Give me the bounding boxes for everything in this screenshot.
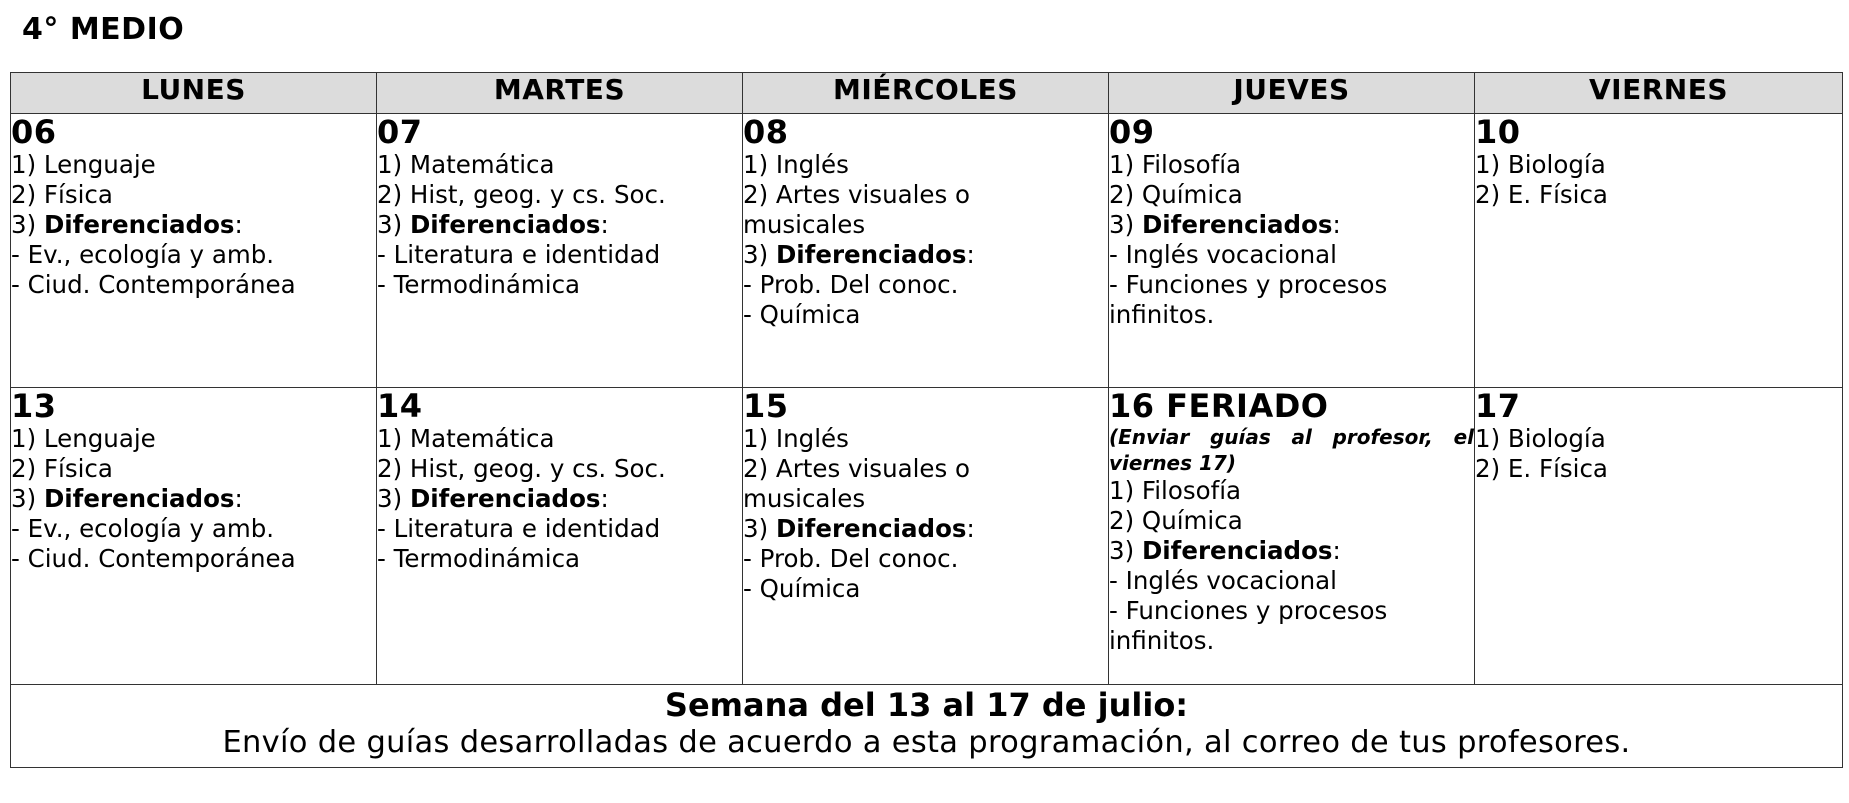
subject-text: 1) Matemática (377, 150, 555, 179)
day-header-viernes: VIERNES (1475, 73, 1843, 114)
subject-line (377, 514, 742, 544)
subject-line (1109, 180, 1474, 210)
subject-text: 2) Física (11, 454, 113, 483)
footer-text: Envío de guías desarrolladas de acuerdo a esta programación, al correo de tus profesores. (222, 725, 1631, 760)
day-header-lunes: LUNES (11, 73, 377, 114)
subject-suffix: : (1332, 536, 1341, 565)
subject-suffix: : (234, 210, 243, 239)
subject-line (11, 210, 376, 240)
subject-line (377, 454, 742, 484)
subject-line (743, 210, 1108, 240)
subject-suffix: : (600, 484, 609, 513)
subject-line (1109, 270, 1474, 300)
subject-line (1109, 536, 1474, 566)
day-date: 06 (11, 113, 57, 151)
day-date: 09 (1109, 113, 1155, 151)
subject-text: - Química (743, 574, 861, 603)
day-cell (11, 388, 377, 685)
subject-line (377, 210, 742, 240)
subject-line (743, 574, 1108, 604)
subject-text: 2) Hist, geog. y cs. Soc. (377, 454, 666, 483)
day-date: 10 (1475, 113, 1521, 151)
subject-text: 1) Lenguaje (11, 424, 156, 453)
day-cell (377, 388, 743, 685)
subject-text: - Termodinámica (377, 544, 581, 573)
subject-line (1109, 210, 1474, 240)
subject-line (743, 544, 1108, 574)
subject-text: 2) E. Física (1475, 454, 1608, 483)
week-row (11, 114, 1843, 388)
subject-suffix: : (966, 240, 975, 269)
subject-text: - Funciones y procesos (1109, 596, 1388, 625)
day-cell (743, 114, 1109, 388)
day-date: 14 (377, 387, 423, 425)
subject-line (11, 270, 376, 300)
subject-line (1109, 596, 1474, 626)
subject-text: - Prob. Del conoc. (743, 270, 959, 299)
day-cell (1109, 388, 1475, 685)
subject-line (377, 424, 742, 454)
day-date: 16 FERIADO (1109, 387, 1329, 425)
day-date: 13 (11, 387, 57, 425)
subject-bold-text: Diferenciados (775, 514, 967, 543)
day-cell (11, 114, 377, 388)
schedule-table (10, 72, 1843, 768)
subject-text: musicales (743, 484, 866, 513)
subject-line (1109, 150, 1474, 180)
subject-line (743, 454, 1108, 484)
subject-text: 3) (11, 210, 44, 239)
subject-line (743, 270, 1108, 300)
subject-line (1475, 424, 1842, 454)
subject-line (1109, 240, 1474, 270)
subject-text: 1) Matemática (377, 424, 555, 453)
subject-line (11, 240, 376, 270)
subject-text: - Literatura e identidad (377, 240, 661, 269)
subject-text: infinitos. (1109, 626, 1215, 655)
subject-text: 2) Física (11, 180, 113, 209)
subject-text: 2) Artes visuales o (743, 180, 971, 209)
subject-line (11, 424, 376, 454)
subject-text: 3) (377, 210, 410, 239)
subject-line (11, 514, 376, 544)
subject-suffix: : (1332, 210, 1341, 239)
footer-row (11, 685, 1843, 768)
subject-bold-text: Diferenciados (409, 484, 601, 513)
subject-text: 3) (743, 514, 776, 543)
subject-text: infinitos. (1109, 300, 1215, 329)
subject-line (743, 424, 1108, 454)
day-cell (1475, 388, 1843, 685)
day-date: 15 (743, 387, 789, 425)
subject-text: - Ev., ecología y amb. (11, 240, 275, 269)
subject-text: 1) Filosofía (1109, 476, 1242, 505)
subject-line (743, 514, 1108, 544)
subject-text: 2) Artes visuales o (743, 454, 971, 483)
subject-line (1475, 454, 1842, 484)
subject-line (743, 484, 1108, 514)
subject-text: 2) E. Física (1475, 180, 1608, 209)
day-cell (377, 114, 743, 388)
subject-bold-text: Diferenciados (1141, 210, 1333, 239)
subject-text: 1) Inglés (743, 150, 849, 179)
subject-line (743, 300, 1108, 330)
subject-text: - Ciud. Contemporánea (11, 270, 296, 299)
day-header-jueves: JUEVES (1109, 73, 1475, 114)
subject-line (1475, 150, 1842, 180)
subject-line (377, 484, 742, 514)
subject-text: - Funciones y procesos (1109, 270, 1388, 299)
subject-line (1109, 626, 1474, 656)
subject-text: 2) Hist, geog. y cs. Soc. (377, 180, 666, 209)
subject-text: - Química (743, 300, 861, 329)
subject-text: - Prob. Del conoc. (743, 544, 959, 573)
day-cell (743, 388, 1109, 685)
subject-line (377, 150, 742, 180)
day-date: 08 (743, 113, 789, 151)
subject-line (1109, 506, 1474, 536)
subject-text: - Ev., ecología y amb. (11, 514, 275, 543)
subject-bold-text: Diferenciados (775, 240, 967, 269)
subject-line (11, 484, 376, 514)
subject-text: 3) (743, 240, 776, 269)
footer-title: Semana del 13 al 17 de julio: (664, 686, 1189, 724)
subject-suffix: : (234, 484, 243, 513)
subject-line (377, 270, 742, 300)
subject-line (1109, 300, 1474, 330)
day-cell (1109, 114, 1475, 388)
subject-bold-text: Diferenciados (409, 210, 601, 239)
subject-text: 3) (11, 484, 44, 513)
subject-text: 1) Lenguaje (11, 150, 156, 179)
subject-text: 2) Química (1109, 180, 1243, 209)
subject-suffix: : (600, 210, 609, 239)
subject-text: 3) (377, 484, 410, 513)
subject-text: - Ciud. Contemporánea (11, 544, 296, 573)
holiday-note: (Enviar guías al profesor, el viernes 17) (1109, 425, 1474, 475)
subject-line (377, 544, 742, 574)
page-title: 4° MEDIO (22, 12, 185, 47)
subject-line (11, 544, 376, 574)
subject-line (11, 150, 376, 180)
subject-text: - Literatura e identidad (377, 514, 661, 543)
week-row (11, 388, 1843, 685)
day-date: 17 (1475, 387, 1521, 425)
subject-line (11, 180, 376, 210)
subject-text: - Termodinámica (377, 270, 581, 299)
subject-text: - Inglés vocacional (1109, 240, 1337, 269)
subject-line (11, 454, 376, 484)
subject-text: 1) Biología (1475, 424, 1606, 453)
subject-line (743, 240, 1108, 270)
subject-text: 3) (1109, 210, 1142, 239)
subject-bold-text: Diferenciados (43, 484, 235, 513)
subject-bold-text: Diferenciados (1141, 536, 1333, 565)
day-header-row (11, 73, 1843, 114)
subject-line (743, 150, 1108, 180)
subject-suffix: : (966, 514, 975, 543)
subject-text: 1) Biología (1475, 150, 1606, 179)
subject-line (377, 180, 742, 210)
day-cell (1475, 114, 1843, 388)
subject-line (1109, 566, 1474, 596)
day-date: 07 (377, 113, 423, 151)
subject-line (1109, 476, 1474, 506)
subject-text: 3) (1109, 536, 1142, 565)
subject-line (1475, 180, 1842, 210)
subject-text: 1) Filosofía (1109, 150, 1242, 179)
day-header-miercoles: MIÉRCOLES (743, 73, 1109, 114)
subject-line (743, 180, 1108, 210)
subject-text: - Inglés vocacional (1109, 566, 1337, 595)
day-header-martes: MARTES (377, 73, 743, 114)
subject-line (377, 240, 742, 270)
subject-text: musicales (743, 210, 866, 239)
footer-cell (11, 685, 1843, 768)
subject-bold-text: Diferenciados (43, 210, 235, 239)
subject-text: 1) Inglés (743, 424, 849, 453)
subject-text: 2) Química (1109, 506, 1243, 535)
